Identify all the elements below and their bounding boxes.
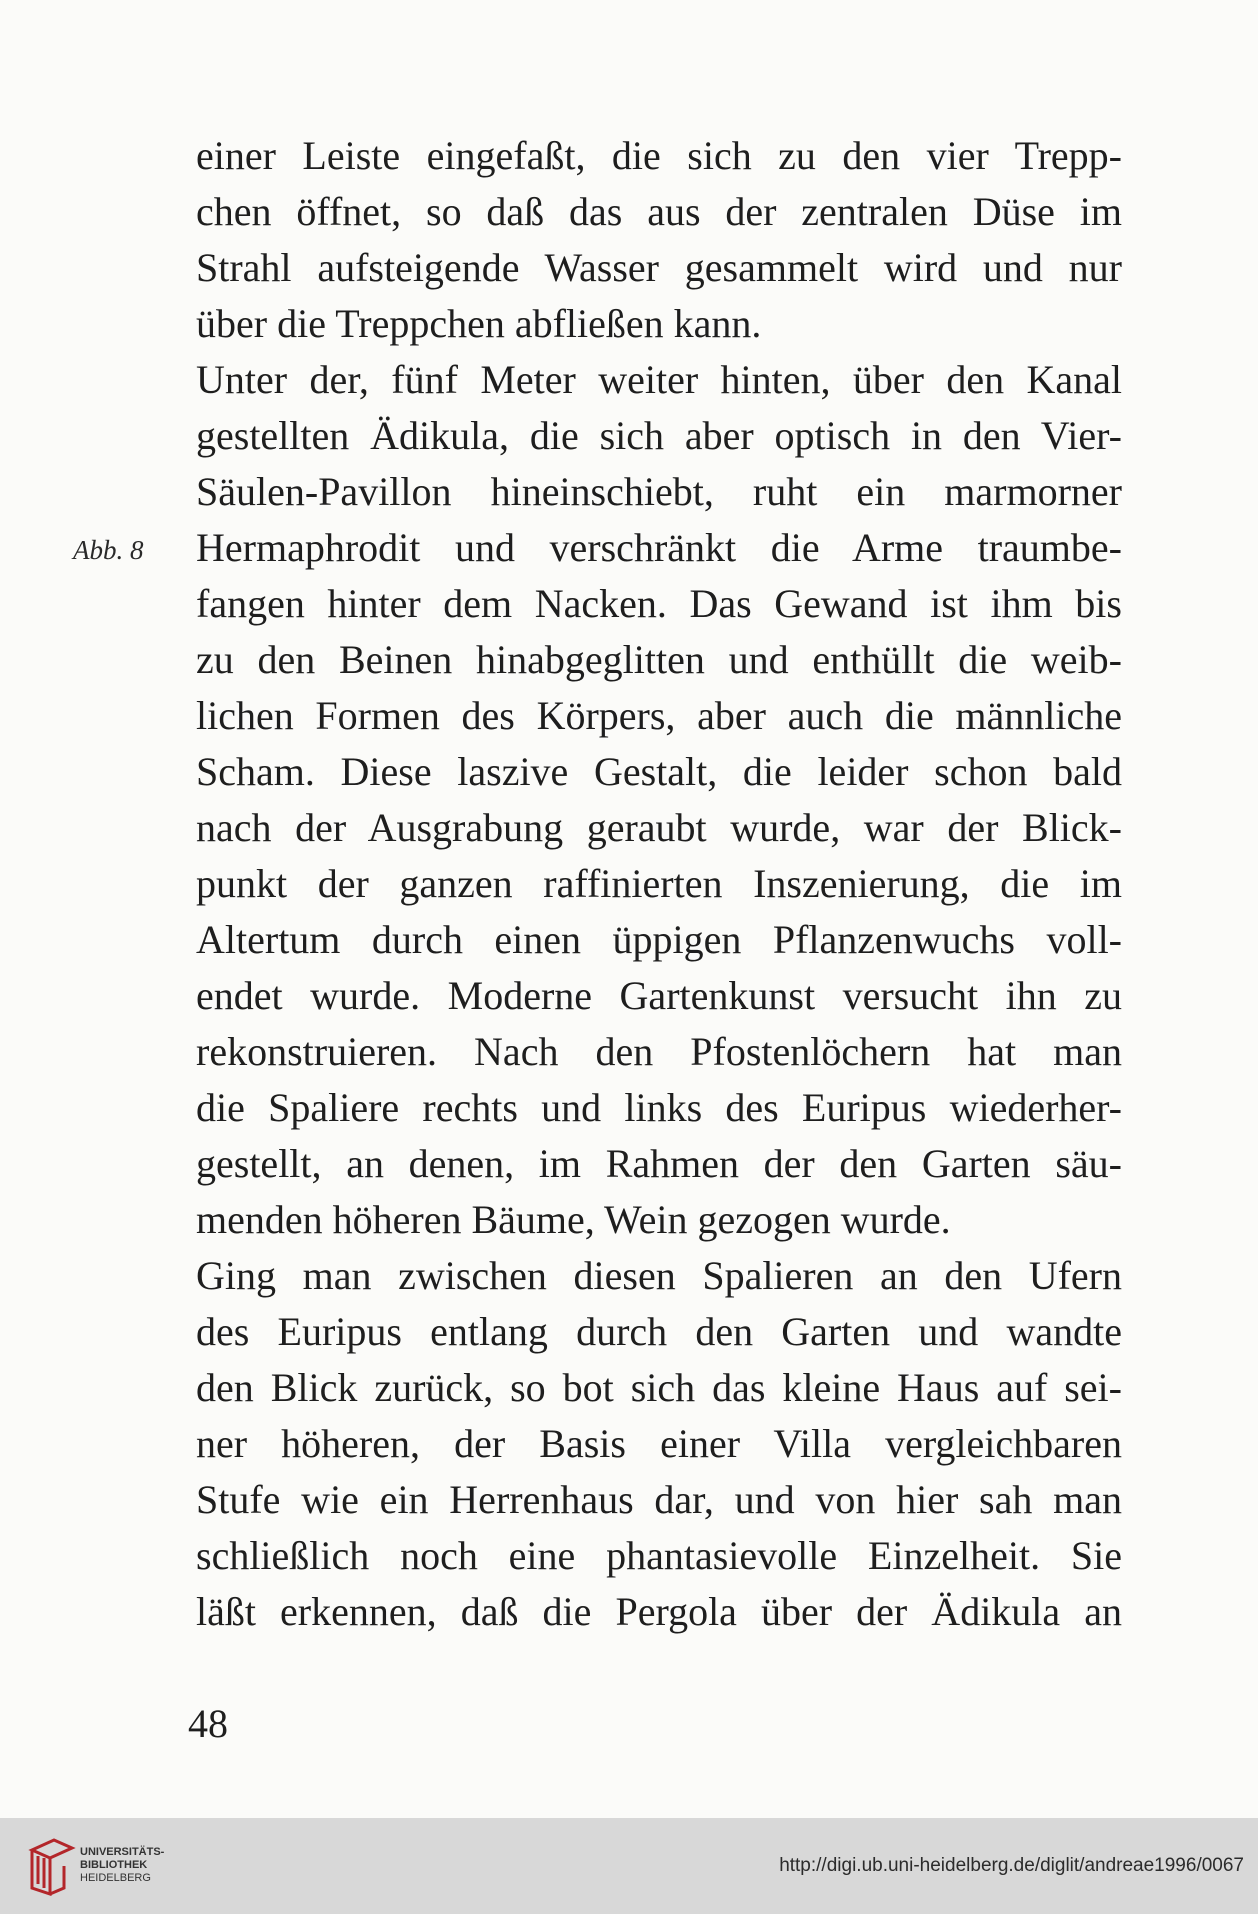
- text-line: gestellt, an denen, im Rahmen der den Garten säu-: [196, 1141, 1122, 1186]
- permalink-url[interactable]: http://digi.ub.uni-heidelberg.de/diglit/andreae1996/0067: [779, 1855, 1244, 1876]
- text-line: gestellten Ädikula, die sich aber optisch in den Vier-: [196, 413, 1122, 458]
- text-line: Stufe wie ein Herrenhaus dar, und von hier sah man: [196, 1477, 1122, 1522]
- text-line: des Euripus entlang durch den Garten und wandte: [196, 1309, 1122, 1354]
- text-line: punkt der ganzen raffinierten Inszenierung, die im: [196, 861, 1122, 906]
- text-line: Unter der, fünf Meter weiter hinten, über den Kanal: [196, 357, 1122, 402]
- text-line: Säulen-Pavillon hineinschiebt, ruht ein marmorner: [196, 469, 1122, 514]
- text-line: endet wurde. Moderne Gartenkunst versucht ihn zu: [196, 973, 1122, 1018]
- figure-reference: Abb. 8: [73, 535, 144, 565]
- text-line: Scham. Diese laszive Gestalt, die leider schon bald: [196, 749, 1122, 794]
- text-line: nach der Ausgrabung geraubt wurde, war der Blick-: [196, 805, 1122, 850]
- digitization-footer: [0, 1818, 1258, 1914]
- text-line: Hermaphrodit und verschränkt die Arme traumbe-: [196, 525, 1122, 570]
- text-line: Altertum durch einen üppigen Pflanzenwuchs voll-: [196, 917, 1122, 962]
- text-line: Strahl aufsteigende Wasser gesammelt wird und nur: [196, 245, 1122, 290]
- text-line: läßt erkennen, daß die Pergola über der Ädikula an: [196, 1589, 1122, 1634]
- text-line: zu den Beinen hinabgeglitten und enthüllt die weib-: [196, 637, 1122, 682]
- library-name: [80, 1846, 164, 1885]
- text-line: ner höheren, der Basis einer Villa vergleichbaren: [196, 1421, 1122, 1466]
- text-line: menden höheren Bäume, Wein gezogen wurde.: [196, 1197, 951, 1242]
- text-line: chen öffnet, so daß das aus der zentralen Düse im: [196, 189, 1122, 234]
- page-number: 48: [188, 1701, 228, 1746]
- text-line: die Spaliere rechts und links des Euripus wiederher-: [196, 1085, 1122, 1130]
- library-name-line: HEIDELBERG: [80, 1872, 151, 1884]
- text-line: Ging man zwischen diesen Spalieren an den Ufern: [196, 1253, 1122, 1298]
- library-logo-icon: [24, 1836, 78, 1896]
- text-line: einer Leiste eingefaßt, die sich zu den vier Trepp-: [196, 133, 1122, 178]
- text-line: über die Treppchen abfließen kann.: [196, 301, 762, 346]
- text-line: fangen hinter dem Nacken. Das Gewand ist ihm bis: [196, 581, 1122, 626]
- library-name-line: UNIVERSITÄTS-: [80, 1846, 165, 1858]
- text-line: den Blick zurück, so bot sich das kleine Haus auf sei-: [196, 1365, 1122, 1410]
- text-line: schließlich noch eine phantasievolle Einzelheit. Sie: [196, 1533, 1122, 1578]
- text-line: rekonstruieren. Nach den Pfostenlöchern hat man: [196, 1029, 1122, 1074]
- library-name-line: BIBLIOTHEK: [80, 1859, 148, 1871]
- text-line: lichen Formen des Körpers, aber auch die männliche: [196, 693, 1122, 738]
